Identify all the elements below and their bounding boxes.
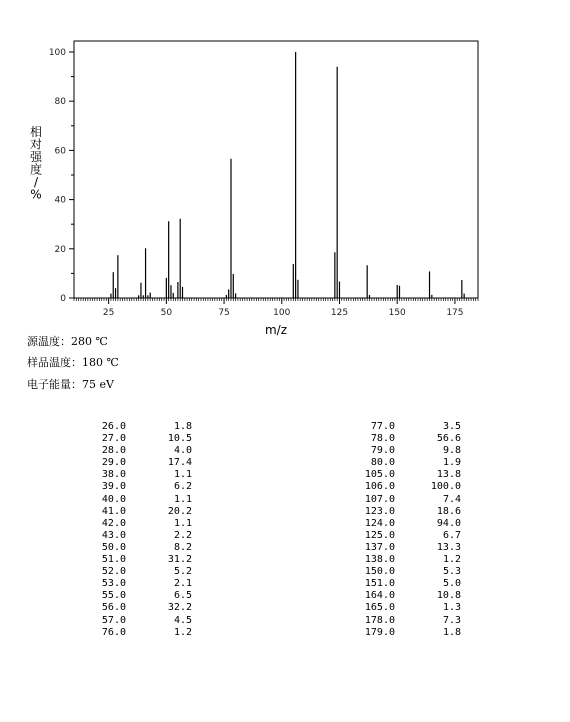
peak-mz: 125.0 (364, 529, 395, 541)
peak-row (90, 578, 192, 590)
peak-mz: 106.0 (364, 481, 395, 493)
y-axis-label-char: 对 (29, 137, 43, 152)
peak-mz: 28.0 (101, 445, 126, 457)
peak-abundance: 6.2 (173, 481, 192, 493)
peak-row (90, 554, 192, 566)
peak-abundance: 1.8 (442, 626, 461, 638)
peak-mz: 151.0 (364, 578, 395, 590)
peak-row (359, 627, 461, 639)
peak-abundance: 13.8 (436, 469, 461, 481)
y-axis-ticks (49, 48, 74, 304)
peak-abundance: 2.2 (173, 529, 192, 541)
peak-abundance: 20.2 (167, 505, 192, 517)
peak-mz: 150.0 (364, 566, 395, 578)
peak-abundance: 32.2 (167, 602, 192, 614)
y-tick-label: 0 (60, 294, 66, 304)
peak-mz: 138.0 (364, 554, 395, 566)
peak-mz: 52.0 (101, 566, 126, 578)
peak-row (359, 530, 461, 542)
peak-mz: 38.0 (101, 469, 126, 481)
y-tick-label: 60 (54, 146, 66, 157)
peak-mz: 51.0 (101, 554, 126, 566)
peak-mz: 179.0 (364, 626, 395, 638)
peak-abundance: 10.8 (436, 590, 461, 602)
peak-row (90, 530, 192, 542)
peak-mz: 124.0 (364, 517, 395, 529)
mass-spectrum-chart (0, 0, 570, 340)
peak-row (359, 602, 461, 614)
condition-value: 75 eV (82, 378, 114, 391)
peak-row (359, 457, 461, 469)
peak-mz: 137.0 (364, 541, 395, 553)
x-tick-label: 125 (330, 308, 349, 318)
peak-row (359, 506, 461, 518)
peak-mz: 42.0 (101, 517, 126, 529)
x-axis-label: m/z (264, 323, 288, 337)
peak-abundance: 1.3 (442, 602, 461, 614)
peak-row (90, 469, 192, 481)
peak-abundance: 4.0 (173, 445, 192, 457)
peak-row (359, 566, 461, 578)
y-tick-label: 80 (54, 97, 66, 108)
condition-label: 电子能量： (27, 378, 82, 391)
peak-mz: 40.0 (101, 493, 126, 505)
peak-abundance: 2.1 (173, 578, 192, 590)
peak-row (359, 518, 461, 530)
peak-row (359, 542, 461, 554)
peak-abundance: 1.2 (442, 554, 461, 566)
peak-mz: 178.0 (364, 614, 395, 626)
x-tick-label: 100 (273, 308, 291, 318)
y-tick-label: 40 (54, 195, 66, 206)
peak-row (359, 469, 461, 481)
peak-row (359, 590, 461, 602)
peak-row (90, 506, 192, 518)
peak-row (359, 578, 461, 590)
peak-row (359, 445, 461, 457)
peak-mz: 77.0 (370, 421, 395, 432)
peak-row (90, 421, 192, 433)
peak-mz: 79.0 (370, 445, 395, 457)
y-axis-label-char: 相 (29, 125, 43, 139)
peak-mz: 53.0 (101, 578, 126, 590)
peak-abundance: 1.1 (173, 493, 192, 505)
peak-mz: 80.0 (370, 457, 395, 469)
x-tick-label: 50 (160, 308, 173, 318)
y-axis-label-char: % (30, 187, 42, 202)
x-tick-label: 25 (102, 308, 115, 318)
condition-source-temp (27, 333, 108, 349)
peak-mz: 43.0 (101, 529, 126, 541)
peak-mz: 57.0 (101, 614, 126, 626)
peak-row (90, 602, 192, 614)
peak-row (90, 481, 192, 493)
peak-mz: 105.0 (364, 469, 395, 481)
peak-row (90, 627, 192, 639)
peak-mz: 39.0 (101, 481, 126, 493)
condition-sample-temp (27, 354, 119, 370)
x-tick-label: 175 (446, 308, 464, 318)
peak-mz: 78.0 (370, 433, 395, 445)
peak-mz: 41.0 (101, 505, 126, 517)
y-axis-label-char: 度 (29, 162, 43, 177)
peak-abundance: 1.2 (173, 626, 192, 638)
peak-abundance: 10.5 (167, 433, 192, 445)
peak-mz: 29.0 (101, 457, 126, 469)
peak-abundance: 3.5 (442, 421, 461, 432)
peak-row (90, 445, 192, 457)
x-tick-label: 150 (388, 308, 406, 318)
peak-mz: 56.0 (101, 602, 126, 614)
peak-mz: 164.0 (364, 590, 395, 602)
condition-label: 样品温度： (27, 356, 82, 369)
x-tick-label: 75 (218, 308, 230, 318)
peak-mz: 27.0 (101, 433, 126, 445)
peak-table-left (90, 421, 192, 639)
peak-abundance: 7.4 (442, 493, 461, 505)
peak-row (90, 566, 192, 578)
peak-mz: 107.0 (364, 493, 395, 505)
peak-abundance: 9.8 (442, 445, 461, 457)
peak-row (359, 494, 461, 506)
y-axis-label-char: 强 (29, 150, 43, 164)
peak-mz: 165.0 (364, 602, 395, 614)
peak-row (359, 615, 461, 627)
peak-mz: 123.0 (364, 505, 395, 517)
peak-mz: 50.0 (101, 541, 126, 553)
peak-table-right (359, 421, 461, 639)
condition-electron-energy (27, 376, 114, 392)
peak-row (90, 518, 192, 530)
peak-bars (111, 52, 464, 298)
peak-abundance: 4.5 (173, 614, 192, 626)
peak-row (90, 494, 192, 506)
peak-abundance: 5.3 (442, 566, 461, 578)
condition-label: 源温度： (27, 335, 71, 348)
y-tick-label: 20 (54, 244, 66, 255)
peak-abundance: 94.0 (436, 517, 461, 529)
condition-value: 280 ℃ (71, 335, 108, 348)
peak-row (359, 421, 461, 433)
peak-abundance: 56.6 (436, 433, 461, 445)
peak-mz: 76.0 (101, 626, 126, 638)
peak-abundance: 7.3 (442, 614, 461, 626)
y-tick-label: 100 (48, 48, 66, 58)
peak-abundance: 18.6 (436, 505, 461, 517)
peak-abundance: 5.2 (173, 566, 192, 578)
peak-row (90, 457, 192, 469)
peak-abundance: 17.4 (167, 457, 192, 469)
peak-row (359, 433, 461, 445)
peak-row (359, 481, 461, 493)
peak-row (90, 542, 192, 554)
peak-abundance: 1.1 (173, 469, 192, 481)
peak-abundance: 6.7 (442, 529, 461, 541)
peak-abundance: 13.3 (436, 541, 461, 553)
peak-mz: 55.0 (101, 590, 126, 602)
peak-abundance: 8.2 (173, 541, 192, 553)
peak-row (359, 554, 461, 566)
peak-row (90, 433, 192, 445)
y-axis-label-char: / (33, 175, 39, 189)
peak-mz: 26.0 (101, 421, 126, 432)
peak-row (90, 615, 192, 627)
condition-value: 180 ℃ (82, 356, 119, 369)
peak-abundance: 31.2 (167, 554, 192, 566)
y-axis-label (30, 124, 43, 202)
peak-abundance: 1.1 (173, 517, 192, 529)
plot-frame (74, 41, 478, 298)
peak-row (90, 590, 192, 602)
peak-abundance: 100.0 (430, 481, 461, 493)
peak-abundance: 5.0 (442, 578, 461, 590)
peak-abundance: 1.8 (173, 421, 192, 432)
peak-abundance: 6.5 (173, 590, 192, 602)
peak-abundance: 1.9 (442, 457, 461, 469)
